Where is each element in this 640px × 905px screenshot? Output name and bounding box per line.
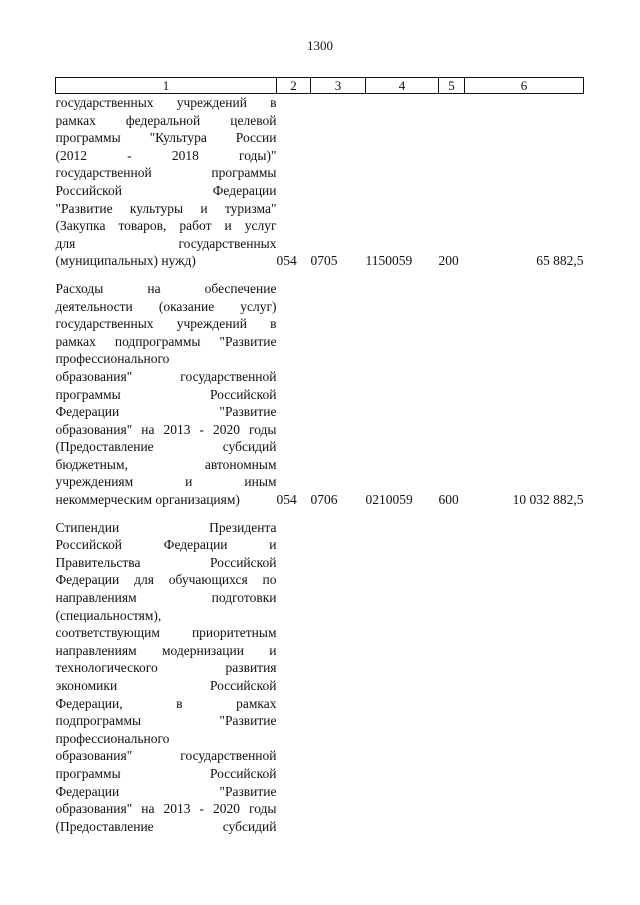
row-spacer bbox=[56, 270, 584, 280]
ministry-code: 054 bbox=[276, 492, 297, 508]
amount-value: 10 032 882,5 bbox=[512, 492, 584, 508]
column-header-6: 6 bbox=[465, 78, 584, 94]
description-line: Федерации "Развитие bbox=[55, 404, 277, 420]
ministry-code bbox=[277, 519, 311, 836]
row-description bbox=[56, 280, 277, 509]
row-spacer bbox=[56, 509, 584, 519]
column-header-3: 3 bbox=[311, 78, 366, 94]
description-line: (2012 - 2018 годы)" bbox=[55, 147, 277, 163]
amount-value: 65 882,5 bbox=[536, 253, 584, 269]
expense-type-code: 600 bbox=[438, 492, 459, 508]
description-line: для государственных bbox=[55, 235, 277, 251]
description-line: образования" на 2013 - 2020 годы bbox=[55, 801, 277, 817]
description-line: (специальностям), bbox=[55, 607, 162, 623]
target-item-code: 0210059 bbox=[365, 492, 413, 508]
target-item-code bbox=[366, 519, 439, 836]
description-line: образования" государственной bbox=[55, 748, 277, 764]
description-line: направлениям подготовки bbox=[55, 590, 277, 606]
expense-type-code: 200 bbox=[438, 253, 459, 269]
table-row bbox=[56, 280, 584, 509]
description-line: Российской Федерации и bbox=[55, 537, 277, 553]
description-line: "Развитие культуры и туризма" bbox=[55, 200, 277, 216]
description-line: некоммерческим организациям) bbox=[55, 492, 240, 508]
description-line: государственных учреждений в bbox=[55, 316, 277, 332]
description-line: Правительства Российской bbox=[55, 554, 277, 570]
description-line: (Закупка товаров, работ и услуг bbox=[55, 218, 277, 234]
description-line: (муниципальных) нужд) bbox=[55, 253, 196, 269]
description-line: Стипендии Президента bbox=[55, 519, 277, 535]
table-header-row bbox=[56, 78, 584, 94]
row-spacer-cell bbox=[56, 270, 584, 280]
page-number: 1300 bbox=[307, 38, 333, 53]
description-line: рамках подпрограммы "Развитие bbox=[55, 333, 277, 349]
table-row bbox=[56, 519, 584, 836]
description-line: технологического развития bbox=[55, 660, 277, 676]
description-line: Федерации для обучающихся по bbox=[55, 572, 277, 588]
description-line: экономики Российской bbox=[55, 678, 277, 693]
description-line: (Предоставление субсидий bbox=[55, 818, 277, 834]
description-line: подпрограммы "Развитие bbox=[55, 713, 277, 729]
section-code: 0706 bbox=[310, 492, 338, 508]
description-line: соответствующим приоритетным bbox=[55, 625, 277, 641]
ministry-code: 054 bbox=[276, 253, 297, 269]
column-header-4: 4 bbox=[366, 78, 439, 94]
description-line: программы "Культура России bbox=[55, 130, 277, 146]
description-line: государственных учреждений в bbox=[55, 95, 277, 110]
description-line: профессионального bbox=[55, 351, 170, 367]
description-line: программы Российской bbox=[55, 765, 277, 781]
expense-type-code bbox=[439, 519, 465, 836]
description-line: Российской Федерации bbox=[55, 182, 277, 198]
description-line: рамках федеральной целевой bbox=[55, 112, 277, 128]
description-line: программы Российской bbox=[55, 386, 277, 402]
row-description bbox=[56, 94, 277, 270]
description-line: направлениям модернизации и bbox=[55, 642, 277, 658]
description-line: деятельности (оказание услуг) bbox=[55, 298, 277, 314]
description-line: Федерации "Развитие bbox=[55, 783, 277, 799]
section-code: 0705 bbox=[310, 253, 338, 269]
column-header-2: 2 bbox=[277, 78, 311, 94]
description-line: Федерации, в рамках bbox=[55, 695, 277, 711]
amount-value bbox=[465, 519, 584, 836]
description-line: учреждениям и иным bbox=[55, 474, 277, 490]
description-line: Расходы на обеспечение bbox=[55, 280, 277, 296]
row-description bbox=[56, 519, 277, 836]
table-row bbox=[56, 94, 584, 270]
description-line: образования" на 2013 - 2020 годы bbox=[55, 421, 277, 437]
description-line: государственной программы bbox=[55, 165, 277, 181]
target-item-code: 1150059 bbox=[365, 253, 413, 269]
description-line: профессионального bbox=[55, 730, 170, 746]
description-line: образования" государственной bbox=[55, 368, 277, 384]
row-spacer-cell bbox=[56, 509, 584, 519]
column-header-5: 5 bbox=[439, 78, 465, 94]
section-code bbox=[311, 519, 366, 836]
description-line: бюджетным, автономным bbox=[55, 456, 277, 472]
description-line: (Предоставление субсидий bbox=[55, 439, 277, 455]
table-body bbox=[56, 94, 584, 836]
column-header-1: 1 bbox=[56, 78, 277, 94]
budget-table bbox=[55, 77, 584, 835]
